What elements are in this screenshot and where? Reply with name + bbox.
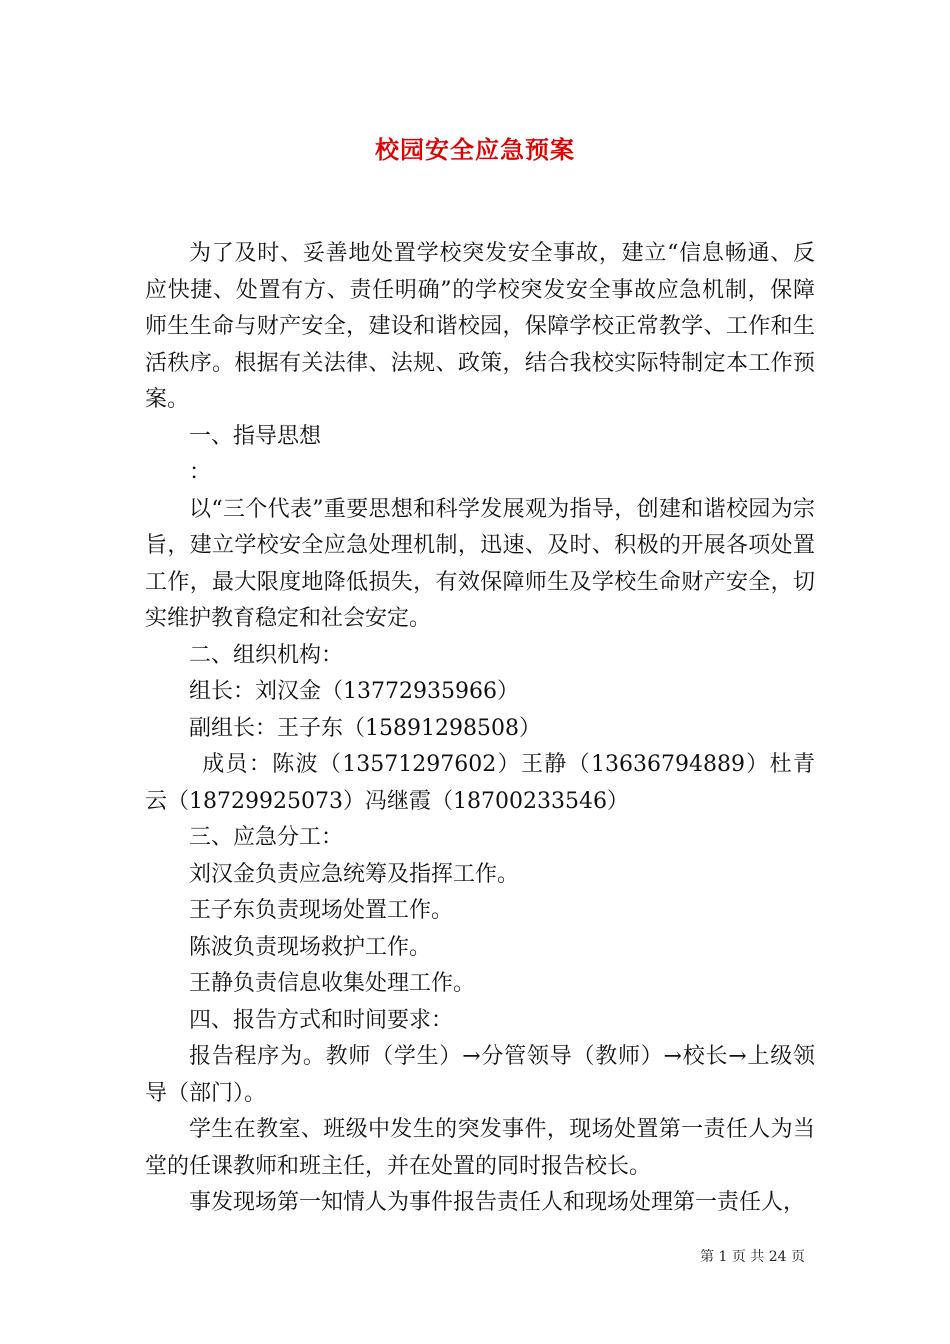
section-heading-organization: 二、组织机构：	[189, 642, 344, 668]
first-witness-paragraph: 事发现场第一知情人为事件报告责任人和现场处理第一责任人，	[189, 1190, 806, 1215]
guiding-ideology-paragraph: 以“三个代表”重要思想和科学发展观为指导，创建和谐校园为宗旨，建立学校安全应急处理机制，迅速、及时、积极的开展各项处置工作，最大限度地降低损失，有效保障师生及学校生命财产安全，切实维护教育稳定和社会安定。	[145, 496, 815, 631]
duty-line: 刘汉金负责应急统筹及指挥工作。	[189, 861, 520, 887]
section-heading-reporting: 四、报告方式和时间要求：	[189, 1007, 454, 1033]
members-paragraph: 成员：陈波（13571297602）王静（13636794889）杜青云（18729925073）冯继霞（18700233546）	[145, 752, 815, 814]
document-title: 校园安全应急预案	[375, 135, 575, 164]
section-heading-guiding-ideology: 一、指导思想	[189, 423, 322, 449]
leader-line: 组长：刘汉金（13772935966）	[189, 679, 519, 704]
duty-line: 王子东负责现场处置工作。	[189, 898, 454, 923]
intro-paragraph: 为了及时、妥善地处置学校突发安全事故，建立“信息畅通、反应快捷、处置有方、责任明确”的学校突发安全事故应急机制，保障师生生命与财产安全，建设和谐校园，保障学校正常教学、工作和生活秩序。根据有关法律、法规、政策，结合我校实际特制定本工作预案。	[145, 241, 815, 412]
document-body	[145, 236, 815, 1222]
section-heading-division-of-duties: 三、应急分工：	[189, 825, 344, 850]
deputy-leader-line: 副组长：王子东（15891298508）	[189, 715, 541, 741]
page-number-footer: 第 1 页 共 24 页	[700, 1249, 805, 1265]
duty-line: 王静负责信息收集处理工作。	[189, 971, 476, 996]
classroom-incident-paragraph: 学生在教室、班级中发生的突发事件，现场处置第一责任人为当堂的任课教师和班主任，并在处置的同时报告校长。	[145, 1117, 815, 1179]
duty-line: 陈波负责现场救护工作。	[189, 934, 432, 960]
colon-line: ：	[189, 460, 212, 485]
reporting-procedure-paragraph: 报告程序为。教师（学生）→分管领导（教师）→校长→上级领导（部门）。	[145, 1044, 815, 1106]
